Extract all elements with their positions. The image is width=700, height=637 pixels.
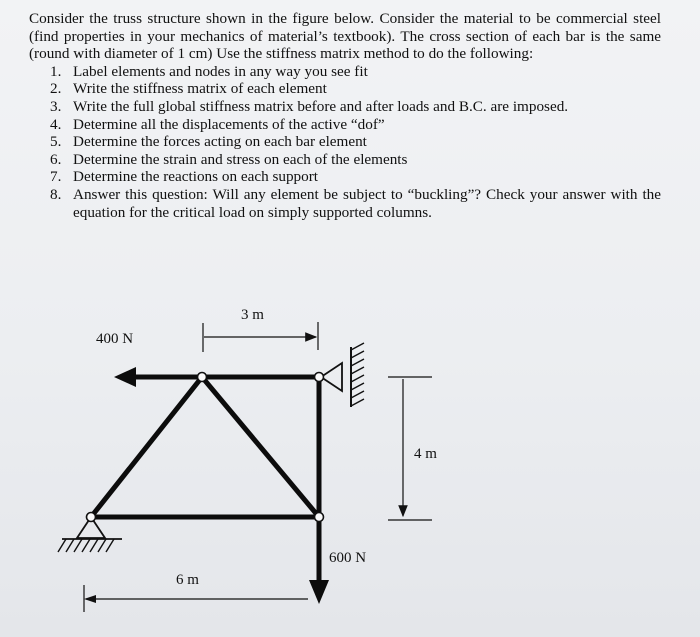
task-text: Write the stiffness matrix of each element — [73, 80, 327, 98]
dim-label-4m: 4 m — [414, 446, 437, 462]
task-text: Determine the strain and stress on each of the elements — [73, 150, 408, 168]
load-label-600n: 600 N — [329, 550, 367, 566]
task-number: 5. — [50, 133, 62, 151]
joint — [315, 373, 324, 382]
task-number: 4. — [50, 115, 62, 133]
dim-label-3m: 3 m — [241, 307, 264, 323]
task-number: 6. — [50, 150, 62, 168]
task-text: Determine all the displacements of the active “dof” — [73, 115, 385, 133]
truss-joints — [87, 373, 324, 522]
task-number: 8. — [50, 185, 62, 203]
task-text: Determine the reactions on each support — [73, 168, 319, 186]
dimension-6m — [84, 572, 308, 612]
dimension-4m — [388, 377, 437, 520]
task-number: 7. — [50, 168, 62, 186]
roller-support — [321, 343, 364, 407]
problem-intro: Consider the truss structure shown in the figure below. Consider the material to be commercial steel (find properties in your mechanics of material’s textbook). The cross section of each bar is the same (round with diameter of 1 cm) Use the stiffness matrix method to do the following: — [29, 10, 661, 63]
dimension-3m — [203, 307, 318, 352]
task-text: Label elements and nodes in any way you see fit — [73, 62, 368, 80]
pin-support — [58, 517, 122, 552]
member-inner-diagonal — [202, 377, 319, 517]
dim-label-6m: 6 m — [176, 572, 199, 588]
load-600n — [309, 519, 366, 604]
joint — [87, 513, 96, 522]
task-number: 3. — [50, 97, 62, 115]
joint — [315, 513, 324, 522]
load-label-400n: 400 N — [96, 331, 134, 347]
load-400n — [96, 331, 200, 387]
truss-members — [91, 377, 319, 517]
task-text: Write the full global stiffness matrix before and after loads and B.C. are imposed. — [73, 97, 569, 115]
joint — [198, 373, 207, 382]
task-number: 2. — [50, 80, 62, 98]
task-text: Answer this question: Will any element be subject to “buckling”? Check your answer with the equation for the critical load on simply supported columns. — [73, 185, 661, 221]
task-number: 1. — [50, 62, 62, 80]
member-left-diagonal — [91, 377, 202, 517]
task-text: Determine the forces acting on each bar element — [73, 133, 367, 151]
